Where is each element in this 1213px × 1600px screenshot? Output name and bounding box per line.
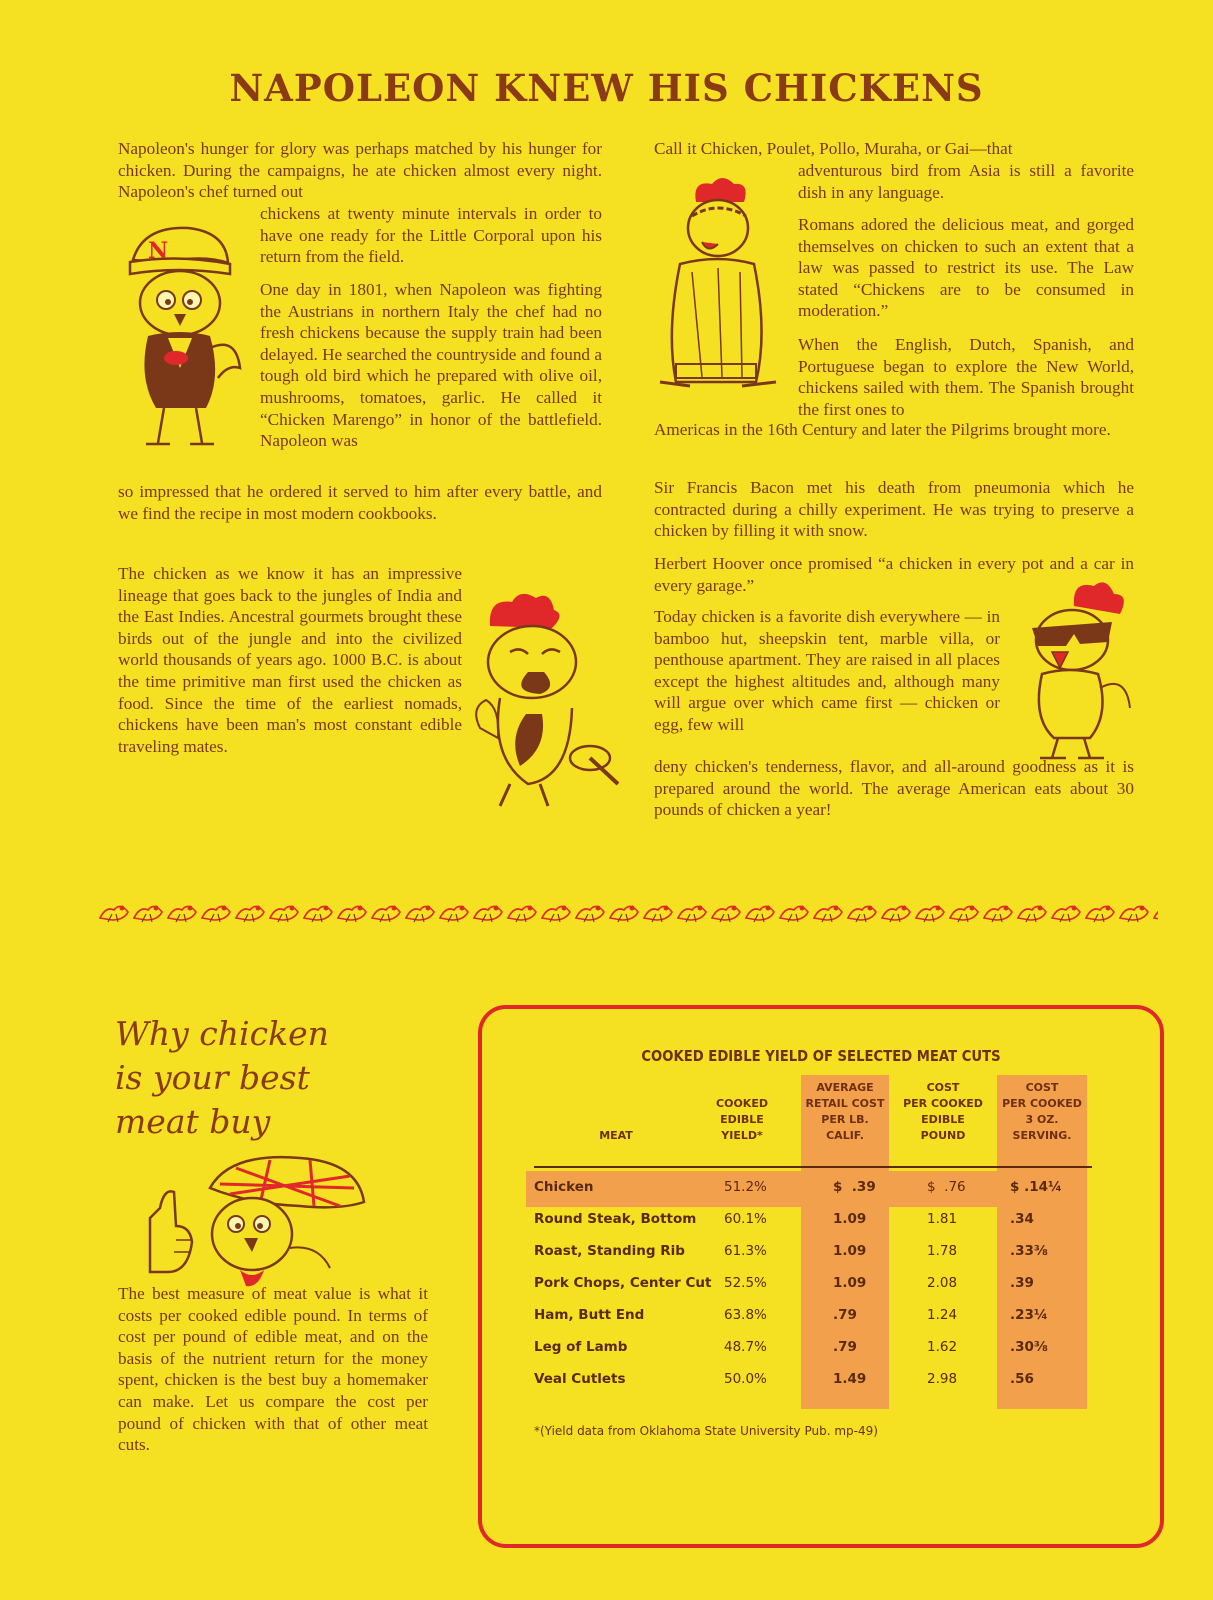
table-cell: 1.09 — [833, 1211, 867, 1227]
table-cell: 48.7% — [724, 1339, 767, 1355]
left-para-1-wrap: chickens at twenty minute intervals in order to have one ready for the Little Corporal upon his return from the field. — [260, 204, 602, 267]
table-row-label: Pork Chops, Center Cut — [534, 1275, 712, 1291]
table-cell: 1.09 — [833, 1275, 867, 1291]
left-para-1-lead: Napoleon's hunger for glory was perhaps matched by his hunger for chicken. During the campaigns, he ate chicken almost every night. Napoleon's chef turned out — [118, 139, 602, 202]
why-heading-line-3: meat buy — [115, 1102, 271, 1141]
left-para-2-tail: so impressed that he ordered it served to him after every battle, and we find the recipe in most modern cookbooks. — [118, 482, 602, 523]
table-cell: 2.98 — [927, 1371, 958, 1387]
right-para-1-lead: Call it Chicken, Poulet, Pollo, Muraha, or Gai—that — [654, 139, 1013, 158]
table-cell: .39 — [1010, 1275, 1034, 1291]
table-cell: 52.5% — [724, 1275, 767, 1291]
col-header-yield-line: COOKED — [716, 1097, 768, 1110]
right-para-4: Sir Francis Bacon met his death from pneumonia which he contracted during a chilly experiment. He was trying to preserve a chicken by filling it with snow. — [654, 478, 1134, 541]
col-header-retail-line: RETAIL COST — [805, 1097, 885, 1110]
table-cell: .79 — [833, 1307, 857, 1323]
table-cell: 1.24 — [927, 1307, 958, 1323]
col-header-meat-line: MEAT — [599, 1129, 633, 1142]
right-para-1-wrap: adventurous bird from Asia is still a favorite dish in any language. — [798, 161, 1134, 202]
col-header-pound-line: PER COOKED — [903, 1097, 983, 1110]
table-footnote: *(Yield data from Oklahoma State University Pub. mp-49) — [534, 1424, 878, 1438]
table-cell: .34 — [1010, 1211, 1034, 1227]
table-cell: .23¼ — [1010, 1307, 1048, 1323]
table-cell: 1.78 — [927, 1243, 958, 1259]
table-cell: $ .14¼ — [1010, 1179, 1062, 1195]
table-cell: $ .76 — [927, 1179, 966, 1195]
table-cell: 60.1% — [724, 1211, 767, 1227]
why-heading-line-2: is your best — [115, 1058, 310, 1097]
napoleon-chicken-illustration — [118, 218, 248, 453]
sunglasses-chicken-illustration — [1014, 578, 1134, 763]
table-cell: 63.8% — [724, 1307, 767, 1323]
col-header-retail-cost — [801, 1080, 889, 1144]
why-heading-line-1: Why chicken — [115, 1014, 329, 1053]
table-cell: 1.62 — [927, 1339, 958, 1355]
table-cell: .79 — [833, 1339, 857, 1355]
col-header-yield-line: EDIBLE — [720, 1113, 764, 1126]
right-para-3-wrap: When the English, Dutch, Spanish, and Portuguese began to explore the New World, chickens sailed with them. The Spanish brought the first ones to — [798, 335, 1134, 419]
col-header-serving-line: COST — [1025, 1081, 1059, 1094]
col-header-retail-line: CALIF. — [826, 1129, 864, 1142]
col-header-retail-line: AVERAGE — [816, 1081, 874, 1094]
table-cell: .56 — [1010, 1371, 1034, 1387]
roman-chicken-illustration — [652, 172, 792, 407]
table-cell: 1.81 — [927, 1211, 958, 1227]
table-cell: 51.2% — [724, 1179, 767, 1195]
table-cell: $ .39 — [833, 1179, 876, 1195]
right-para-2-wrap: Romans adored the delicious meat, and gorged themselves on chicken to such an extent that a law was passed to restrict its use. The Law stated “Chickens are to be consumed in moderation.” — [798, 215, 1134, 321]
col-header-serving-line: 3 OZ. — [1025, 1113, 1059, 1126]
chicken-border-decoration — [98, 900, 1158, 924]
right-para-6-wrap: Today chicken is a favorite dish everywhere — in bamboo hut, sheepskin tent, marble villa, or penthouse apartment. They are raised in all places except the highest altitudes and, although many will argue over which came first — chicken or egg, few will — [654, 607, 1000, 734]
col-header-yield-line: YIELD* — [721, 1129, 763, 1142]
col-header-serving-line: PER COOKED — [1002, 1097, 1082, 1110]
table-cell: 1.09 — [833, 1243, 867, 1259]
col-header-retail-line: PER LB. — [821, 1113, 869, 1126]
col-header-meat — [586, 1128, 646, 1144]
table-row-label: Ham, Butt End — [534, 1307, 645, 1323]
page-title: NAPOLEON KNEW HIS CHICKENS — [229, 66, 984, 110]
table-row-label: Chicken — [534, 1179, 594, 1195]
table-cell: .33⅜ — [1010, 1243, 1048, 1259]
table-cell: 2.08 — [927, 1275, 958, 1291]
table-row-label: Round Steak, Bottom — [534, 1211, 697, 1227]
right-para-3-tail: Americas in the 16th Century and later the Pilgrims brought more. — [654, 420, 1111, 439]
table-row-label: Leg of Lamb — [534, 1339, 628, 1355]
why-chicken-heading — [115, 1012, 329, 1144]
table-row-label: Roast, Standing Rib — [534, 1243, 685, 1259]
col-header-pound-line: EDIBLE — [921, 1113, 965, 1126]
left-para-3: The chicken as we know it has an impressive lineage that goes back to the jungles of India and the East Indies. Ancestral gourmets brought these birds out of the jungle and into the civilized world thousands of years ago. 1000 B.C. is about the time primitive man first used the chicken as food. Since the time of the earliest nomads, chickens have been man's most constant edible traveling mates. — [118, 564, 462, 756]
col-header-pound-line: COST — [926, 1081, 960, 1094]
napoleon-hat-letter: N — [148, 238, 169, 264]
col-header-cost-per-pound — [895, 1080, 991, 1144]
thumbs-up-chicken-illustration — [140, 1148, 380, 1298]
col-header-serving-cost — [997, 1080, 1087, 1144]
col-header-yield — [702, 1096, 782, 1144]
table-title: COOKED EDIBLE YIELD OF SELECTED MEAT CUTS — [641, 1047, 1001, 1065]
table-cell: .30⅜ — [1010, 1339, 1048, 1355]
col-header-serving-line: SERVING. — [1012, 1129, 1072, 1142]
why-body-text: The best measure of meat value is what it costs per cooked edible pound. In terms of cost per pound of edible meat, and on the basis of the nutrient return for the money spent, chicken is the best buy a homemaker can make. Let us compare the cost per pound of chicken with that of other meat cuts. — [118, 1284, 428, 1455]
table-row-label: Veal Cutlets — [534, 1371, 626, 1387]
table-cell: 50.0% — [724, 1371, 767, 1387]
table-cell: 61.3% — [724, 1243, 767, 1259]
col-header-pound-line: POUND — [920, 1129, 966, 1142]
table-cell: 1.49 — [833, 1371, 867, 1387]
right-para-5: Herbert Hoover once promised “a chicken in every pot and a car in every garage.” — [654, 554, 1134, 595]
yield-table-panel — [478, 1005, 1164, 1548]
right-para-6-tail: deny chicken's tenderness, flavor, and all-around goodness as it is prepared around the world. The average American eats about 30 pounds of chicken a year! — [654, 757, 1134, 820]
table-header-rule — [534, 1166, 1092, 1168]
left-para-2-wrap: One day in 1801, when Napoleon was fighting the Austrians in northern Italy the chef had no fresh chickens because the supply train had been delayed. He searched the countryside and found a tough old bird which he prepared with olive oil, mushrooms, tomatoes, garlic. He called it “Chicken Marengo” in honor of the battlefield. Napoleon was — [260, 280, 602, 451]
lineage-chicken-illustration — [470, 588, 630, 813]
